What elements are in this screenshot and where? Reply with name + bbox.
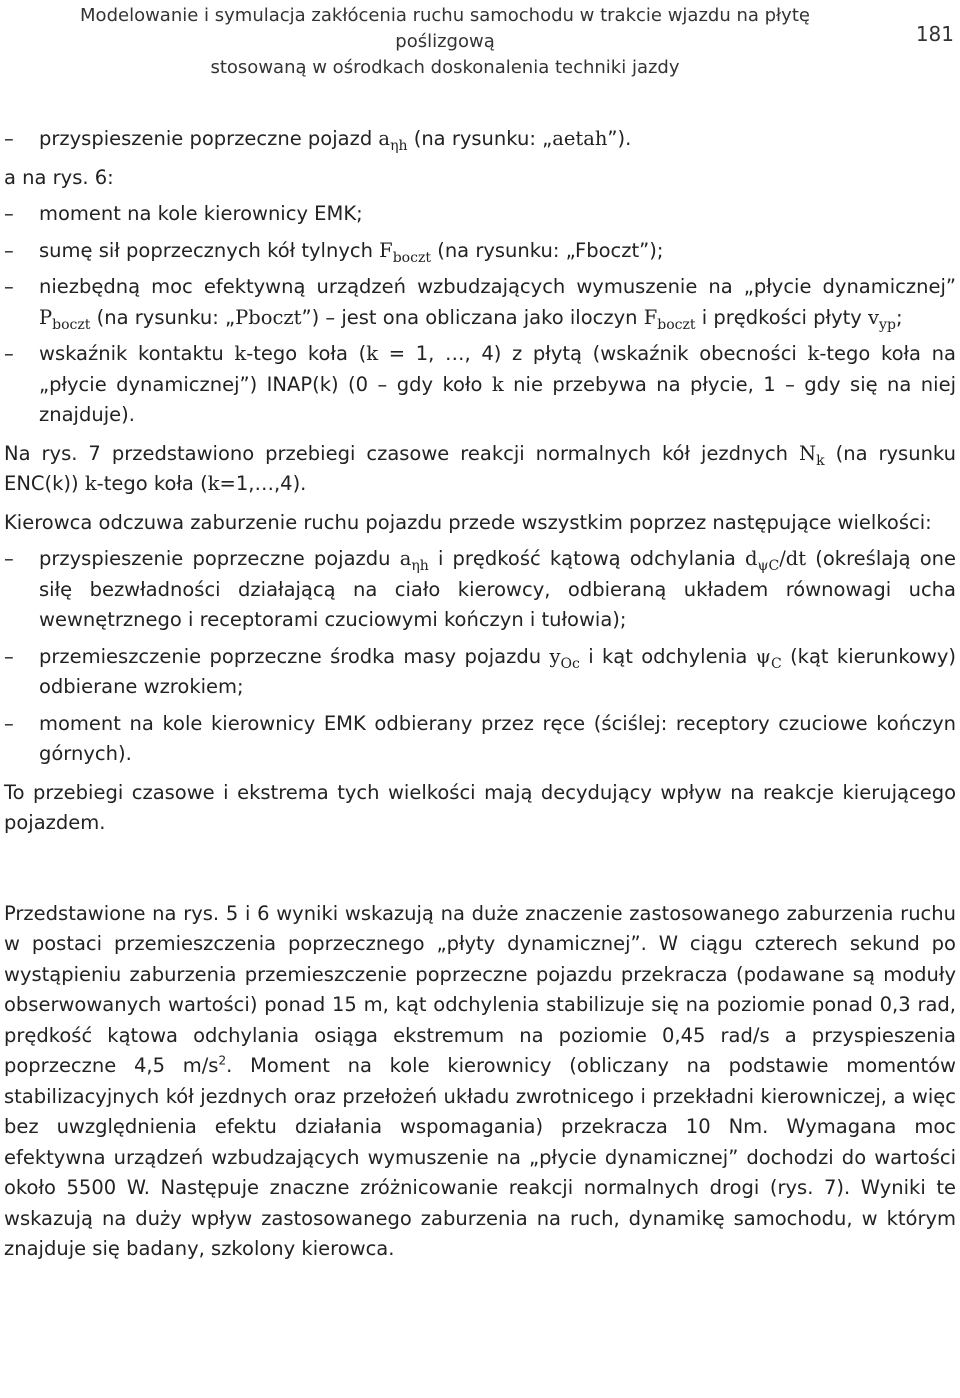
list-item-displacement-yaw-angle: – przemieszczenie poprzeczne środka masy pojazdu $y_{Oc}$ i kąt odchylenia $\psi_C$ (kąt kierunkowy) odbierane wzrokiem; — [4, 642, 956, 703]
fig7-paragraph: Na rys. 7 przedstawiono przebiegi czasowe reakcji normalnych kół jezdnych $N_k$ (na rysunku ENC(k)) k-tego koła (k=1,…,4). — [4, 441, 956, 495]
list-item-lateral-forces: – sumę sił poprzecznych kół tylnych $F_{boczt}$ (na rysunku: „Fboczt”); — [4, 236, 956, 267]
driver-perception-paragraph: Kierowca odczuwa zaburzenie ruchu pojazdu przede wszystkim poprzez następujące wielkości: — [4, 510, 932, 534]
running-title-line-1: Modelowanie i symulacja zakłócenia ruchu samochodu w trakcie wjazdu na płytę poślizgową — [80, 5, 810, 52]
list-item-contact-index: – wskaźnik kontaktu k-tego koła (k = 1, …, 4) z płytą (wskaźnik obecności k-tego koła na „płycie dynamicznej”) INAP(k) (0 – gdy koło k nie przebywa na płycie, 1 – gdy się na niej znajduje). — [4, 339, 956, 431]
page-header — [0, 0, 960, 78]
list-item-lateral-acceleration: – przyspieszenie poprzeczne pojazd $a_{\eta h}$ (na rysunku: „aetah”). — [4, 124, 956, 155]
running-title — [40, 3, 850, 81]
fig6-intro: a na rys. 6: — [4, 165, 114, 189]
results-paragraph: Przedstawione na rys. 5 i 6 wyniki wskazują na duże znaczenie zastosowanego zaburzenia ruchu w postaci przemieszczenia poprzecznego „płyty dynamicznej”. W ciągu czterech sekund po wystąpieniu zaburzenia przemieszczenie poprzeczne pojazdu przekracza (podawane są moduły obserwowanych wartości) ponad 15 m, kąt odchylenia stabilizuje się na poziomie ponad 0,3 rad, prędkość kątowa odchylania osiąga ekstremum na poziomie 0,45 rad/s a przyspieszenia poprzeczne 4,5 $m/s^2$. Moment na kole kierownicy (obliczany na podstawie momentów stabilizacyjnych kół jezdnych oraz przełożeń układu zwrotnicego i przekładni kierowniczej, a więc bez uwzględnienia efektu działania wspomagania) przekracza 10 Nm. Wymagana moc efektywna urządzeń wzbudzających wymuszenie na „płycie dynamicznej” dochodzi do wartości około 5500 W. Następuje znaczne zróżnicowanie reakcji normalnych drogi (rys. 7). Wyniki te wskazują na duży wpływ zastosowanego zaburzenia na ruch, dynamikę samochodu, w którym znajduje się badany, szkolony kierowca. — [4, 901, 956, 1260]
running-title-line-2: stosowaną w ośrodkach doskonalenia techniki jazdy — [210, 57, 680, 78]
list-item-steering-moment: – moment na kole kierownicy EMK; — [4, 199, 956, 230]
page-number: 181 — [915, 22, 954, 46]
list-item-steering-moment-hands: – moment na kole kierownicy EMK odbierany przez ręce (ściślej: receptory czuciowe kończyn górnych). — [4, 709, 956, 770]
extrema-paragraph: To przebiegi czasowe i ekstrema tych wielkości mają decydujący wpływ na reakcje kierującego pojazdem. — [4, 780, 956, 834]
list-item-acceleration-yaw-rate: – przyspieszenie poprzeczne pojazdu $a_{\eta h}$ i prędkość kątową odchylania $d_{\psi C}/dt$ (określają one siłę bezwładności działającą na ciało kierowcy, odbieraną układem równowagi ucha wewnętrznego i receptorami czuciowymi kończyn i tułowia); — [4, 544, 956, 636]
list-item-effective-power: – niezbędną moc efektywną urządzeń wzbudzających wymuszenie na „płycie dynamicznej” $P_{boczt}$ (na rysunku: „Pboczt”) – jest ona obliczana jako iloczyn $F_{boczt}$ i prędkości płyty $v_{yp}$; — [4, 272, 956, 333]
body-text — [4, 124, 956, 1265]
